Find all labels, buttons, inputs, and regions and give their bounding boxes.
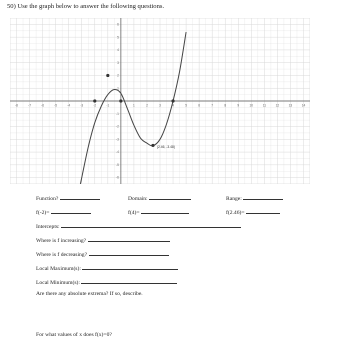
x-tick-label: 11 <box>262 103 267 108</box>
f-246-prompt <box>226 207 280 216</box>
decreasing-label: Where is f decreasing? <box>36 252 88 258</box>
y-tick-label: 2 <box>117 73 119 78</box>
y-tick-label: -1 <box>116 111 119 116</box>
increasing-label: Where is f increasing? <box>36 238 87 244</box>
y-tick-label: -4 <box>116 150 119 155</box>
local-min-label: Local Minimum(s): <box>36 280 80 286</box>
f-neg2-prompt <box>36 207 91 216</box>
local-min-prompt <box>36 277 177 286</box>
key-point <box>171 99 174 102</box>
y-tick-label: 5 <box>117 35 119 40</box>
x-tick-label: -6 <box>41 103 45 108</box>
f-neg2-label: f(-2)= <box>36 210 50 216</box>
x-tick-label: 8 <box>224 103 227 108</box>
question-title: 50) Use the graph below to answer the following questions. <box>7 3 165 10</box>
minimum-point-label: (2.46, -3.48) <box>156 144 175 149</box>
local-max-prompt <box>36 263 178 272</box>
x-tick-label: -2 <box>93 103 97 108</box>
x-tick-label: 14 <box>301 103 306 108</box>
f-4-prompt <box>128 207 189 216</box>
y-tick-label: -3 <box>116 137 119 142</box>
x-tick-label: 9 <box>237 103 240 108</box>
x-tick-label: 6 <box>198 103 201 108</box>
y-tick-label: 1 <box>117 86 119 91</box>
key-point <box>119 99 122 102</box>
f-246-label: f(2.46)= <box>226 210 245 216</box>
function-label: Function? <box>36 196 59 202</box>
x-tick-label: 10 <box>249 103 254 108</box>
intercepts-label: Intercepts: <box>36 224 60 230</box>
function-answer-blank[interactable] <box>60 193 100 200</box>
x-tick-label: 1 <box>133 103 135 108</box>
x-tick-label: -1 <box>106 103 110 108</box>
y-tick-label: -5 <box>116 162 119 167</box>
x-tick-label: 5 <box>185 103 187 108</box>
domain-answer-blank[interactable] <box>149 193 191 200</box>
domain-prompt <box>128 193 191 202</box>
x-tick-label: -7 <box>28 103 31 108</box>
x-tick-label: 12 <box>275 103 280 108</box>
y-tick-label: -6 <box>116 175 119 180</box>
key-point <box>106 74 109 77</box>
f-4-label: f(4)= <box>128 210 140 216</box>
key-point <box>93 99 96 102</box>
decreasing-prompt <box>36 249 169 258</box>
y-tick-label: 3 <box>117 60 119 65</box>
range-answer-blank[interactable] <box>243 193 283 200</box>
zero-question: For what values of x does f(x)=0? <box>36 332 112 338</box>
x-tick-label: 2 <box>146 103 148 108</box>
absolute-extrema-question: Are there any absolute extrema? If so, describe. <box>36 291 143 297</box>
local-max-label: Local Maximum(s): <box>36 266 81 272</box>
x-tick-label: -8 <box>15 103 18 108</box>
y-tick-label: -2 <box>116 124 119 129</box>
x-tick-label: 3 <box>159 103 161 108</box>
y-tick-label: 4 <box>117 48 119 53</box>
decreasing-answer-blank[interactable] <box>89 249 169 256</box>
x-tick-label: 4 <box>172 103 174 108</box>
increasing-prompt <box>36 235 170 244</box>
f-4-answer-blank[interactable] <box>141 207 189 214</box>
f-neg2-answer-blank[interactable] <box>51 207 91 214</box>
y-tick-label: 6 <box>117 22 119 27</box>
increasing-answer-blank[interactable] <box>88 235 170 242</box>
f-246-answer-blank[interactable] <box>246 207 280 214</box>
x-tick-label: -5 <box>54 103 58 108</box>
intercepts-prompt <box>36 221 241 230</box>
range-prompt <box>226 193 283 202</box>
function-graph <box>10 18 310 184</box>
x-tick-label: -4 <box>67 103 71 108</box>
intercepts-answer-blank[interactable] <box>61 221 241 228</box>
function-prompt <box>36 193 100 202</box>
x-tick-label: 13 <box>288 103 293 108</box>
x-tick-label: 7 <box>211 103 214 108</box>
range-label: Range: <box>226 196 242 202</box>
x-tick-label: -3 <box>80 103 84 108</box>
local-min-answer-blank[interactable] <box>81 277 177 284</box>
key-point <box>151 144 154 147</box>
domain-label: Domain: <box>128 196 148 202</box>
local-max-answer-blank[interactable] <box>82 263 178 270</box>
